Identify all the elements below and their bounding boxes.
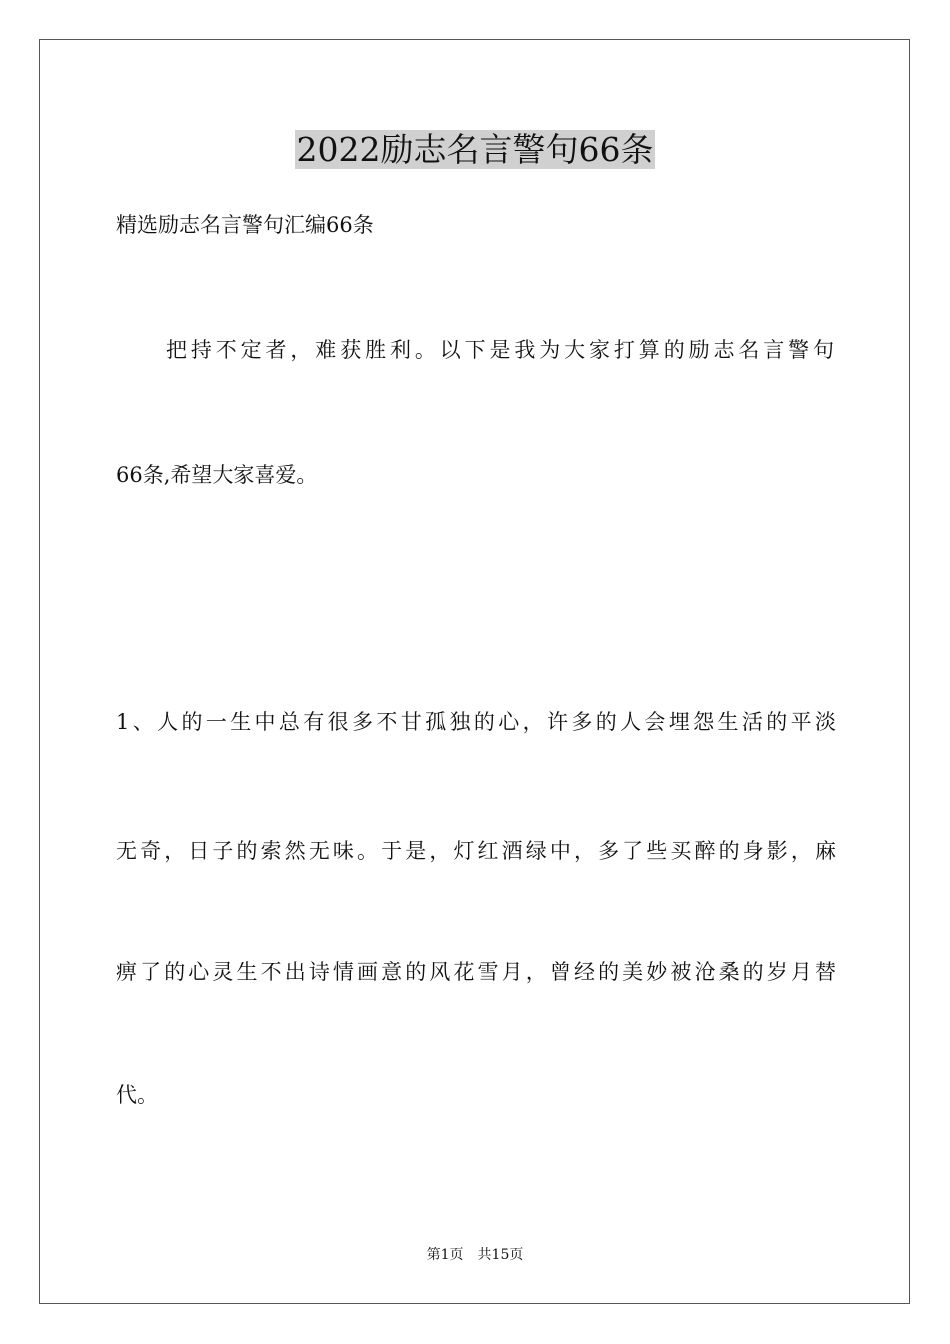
item-1-line-1: 1、人的一生中总有很多不甘孤独的心，许多的人会埋怨生活的平淡 — [116, 710, 836, 734]
item-1-line-3: 痹了的心灵生不出诗情画意的风花雪月，曾经的美妙被沧桑的岁月替 — [116, 960, 836, 984]
document-subtitle: 精选励志名言警句汇编66条 — [116, 213, 374, 237]
document-title-text: 2022励志名言警句66条 — [296, 130, 654, 169]
intro-line-2: 66条,希望大家喜爱。 — [116, 463, 318, 487]
document-title — [0, 128, 950, 172]
page-footer: 第1页 共15页 — [426, 1247, 524, 1263]
item-1-line-2: 无奇，日子的索然无味。于是，灯红酒绿中，多了些买醉的身影，麻 — [116, 839, 836, 863]
item-1-line-4: 代。 — [116, 1083, 158, 1107]
intro-line-1: 把持不定者，难获胜利。以下是我为大家打算的励志名言警句 — [166, 338, 834, 362]
